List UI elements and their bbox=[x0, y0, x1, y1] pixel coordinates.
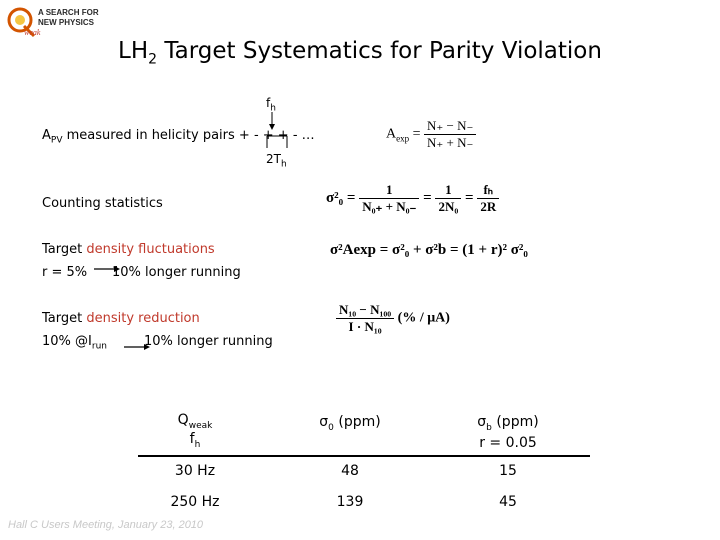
counting-statistics-label: Counting statistics bbox=[42, 196, 163, 211]
helicity-pairs-text: $A_{PV}$ measured in helicity pairs + - + + - … bbox=[42, 128, 315, 146]
table-cell: 139 bbox=[336, 494, 364, 510]
table-cell: 48 bbox=[341, 463, 359, 479]
table-header-sigmab: $\sigma_b$ (ppm) r = 0.05 bbox=[477, 414, 539, 451]
sigma0-equation: σ²₀ = $\frac{1}{\text{N₀₊ + N₀₋}}$ = $\frac{1}{\text{2N₀}}$ = $\frac{\text{fₕ}}{2R}$ bbox=[326, 182, 499, 215]
density-reduction-label: Target density reduction bbox=[42, 311, 200, 326]
sigma-aexp-equation: σ²Aexp = σ²₀ + σ²b = (1 + r)² σ²₀ bbox=[330, 242, 528, 258]
reduction-equation: $\frac{\text{N₁₀ − N₁₀₀}}{\text{I · N₁₀}}$ (% / μA) bbox=[336, 302, 450, 335]
density-fluctuations-label: Target density fluctuations bbox=[42, 242, 215, 257]
logo-subtext: weak bbox=[24, 28, 41, 37]
logo-text: A SEARCH FOR NEW PHYSICS bbox=[38, 8, 99, 27]
slide-title: $LH_2$ Target Systematics for Parity Violation bbox=[118, 38, 602, 68]
density-fluctuations-detail: r = 5% bbox=[42, 265, 88, 280]
density-fluctuations-result: 10% longer running bbox=[112, 265, 241, 280]
table-cell: 30 Hz bbox=[174, 463, 216, 479]
table-cell: 15 bbox=[499, 463, 517, 479]
table-cell: 250 Hz bbox=[170, 494, 220, 510]
aexp-equation: $A_{exp}$ = $\frac{N_+ - N_-}{N_+ + N_-}$ bbox=[386, 118, 476, 151]
density-reduction-detail: 10% $@I_{run}$ bbox=[42, 334, 107, 352]
table-header-qweak: $Q_{weak}$ $f_h$ bbox=[177, 412, 213, 450]
fh-label: $f_h$ bbox=[266, 96, 276, 114]
2th-label: $2T_h$ bbox=[266, 152, 287, 170]
density-reduction-result: 10% longer running bbox=[144, 334, 273, 349]
table-header-sigma0: $\sigma_0$ (ppm) bbox=[319, 414, 381, 433]
footer-text: Hall C Users Meeting, January 23, 2010 bbox=[8, 519, 204, 531]
table-header-rule bbox=[138, 455, 590, 457]
table-cell: 45 bbox=[499, 494, 517, 510]
